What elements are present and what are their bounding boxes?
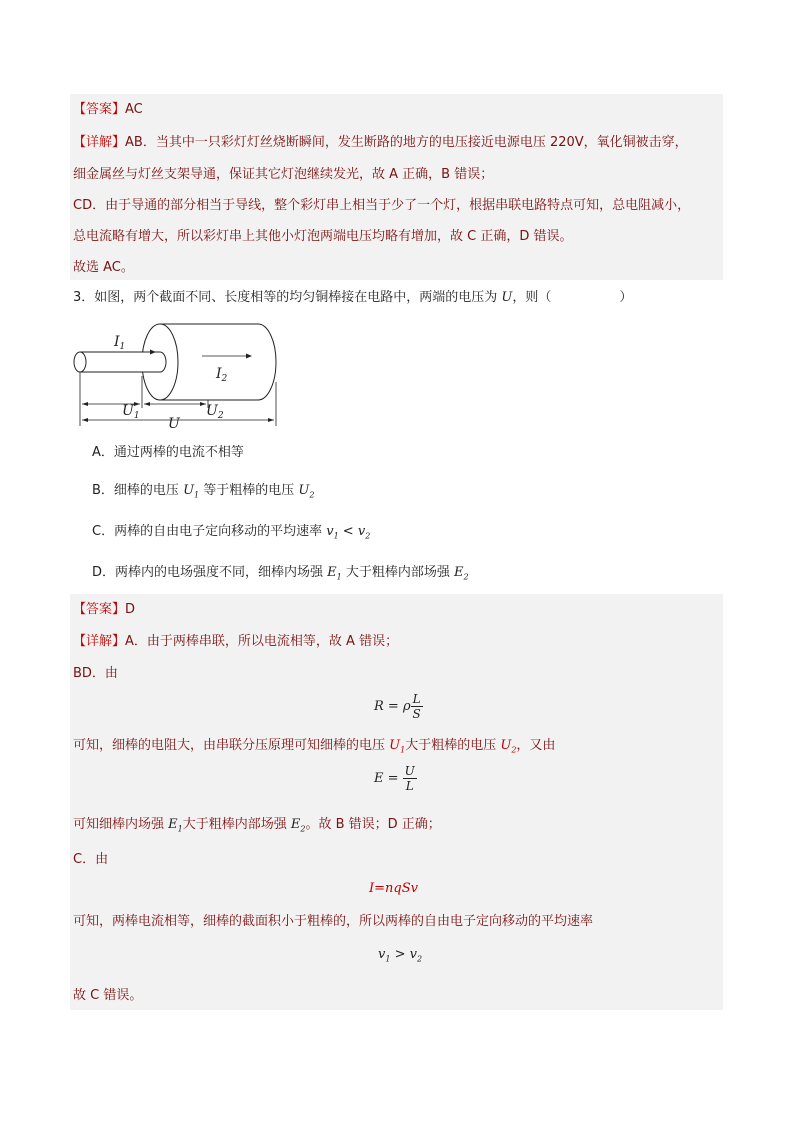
conclusion-2: 故 C 错误。 <box>73 988 143 1003</box>
text-after-formula-1: 可知，细棒的电阻大，由串联分压原理可知细棒的电压 $U_1$大于粗棒的电压 $U_2$，又由 <box>73 738 556 755</box>
formula-current: I=nqSv <box>369 881 418 896</box>
label-u1: $U_1$ <box>122 403 140 421</box>
option-a[interactable]: A．通过两棒的电流不相等 <box>92 445 244 460</box>
question-stem: 3．如图，两个截面不同、长度相等的均匀铜棒接在电路中，两端的电压为 U，则（ ） <box>73 290 633 305</box>
option-b[interactable]: B．细棒的电压 $U_1$ 等于粗棒的电压 $U_2$ <box>92 483 315 500</box>
label-u2: $U_2$ <box>206 403 224 421</box>
option-d[interactable]: D．两棒内的电场强度不同，细棒内场强 $E_1$ 大于粗棒内部场强 $E_2$ <box>92 565 469 582</box>
bd-label: BD．由 <box>73 666 118 681</box>
option-c[interactable]: C．两棒的自由电子定向移动的平均速率 $v_1 < v_2$ <box>92 524 371 541</box>
conclusion-1: 故选 AC。 <box>73 260 134 275</box>
text-after-formula-3: 可知，两棒电流相等，细棒的截面积小于粗棒的，所以两棒的自由电子定向移动的平均速率 <box>73 914 594 929</box>
detail-a: 【详解】A．由于两棒串联，所以电流相等，故 A 错误； <box>73 634 399 649</box>
text-after-formula-2: 可知细棒内场强 $E_1$大于粗棒内部场强 $E_2$。故 B 错误；D 正确； <box>73 817 441 834</box>
formula-velocity: $v_1 > v_2$ <box>378 947 423 964</box>
answer-block-1 <box>70 94 723 280</box>
formula-resistance: R = ρ $\frac{L}{S}$ <box>374 692 421 721</box>
answer-value: AC <box>125 102 143 117</box>
answer-line-2: 【答案】D <box>73 602 136 617</box>
detail-tag: 【详解】 <box>73 135 126 150</box>
answer-tag: 【答案】 <box>73 102 126 117</box>
formula-field: E = $\frac{U}{L}$ <box>374 764 415 793</box>
copper-rods-figure <box>70 318 290 430</box>
detail-line-3: CD．由于导通的部分相当于导线，整个彩灯串上相当于少了一个灯，根据串联电路特点可知，总电阻减小， <box>73 198 691 213</box>
detail-line-1: 【详解】AB．当其中一只彩灯灯丝烧断瞬间，发生断路的地方的电压接近电源电压 220V，氧化铜被击穿， <box>73 135 688 150</box>
label-i1: $I_1$ <box>114 334 126 352</box>
label-u: U <box>168 416 180 430</box>
detail-line-4: 总电流略有增大，所以彩灯串上其他小灯泡两端电压均略有增加，故 C 正确，D 错误。 <box>73 229 573 244</box>
detail-line-2: 细金属丝与灯丝支架导通，保证其它灯泡继续发光，故 A 正确，B 错误； <box>73 167 494 182</box>
answer-line-1 <box>73 100 143 120</box>
c-label: C．由 <box>73 852 109 867</box>
label-i2: $I_2$ <box>216 366 228 384</box>
